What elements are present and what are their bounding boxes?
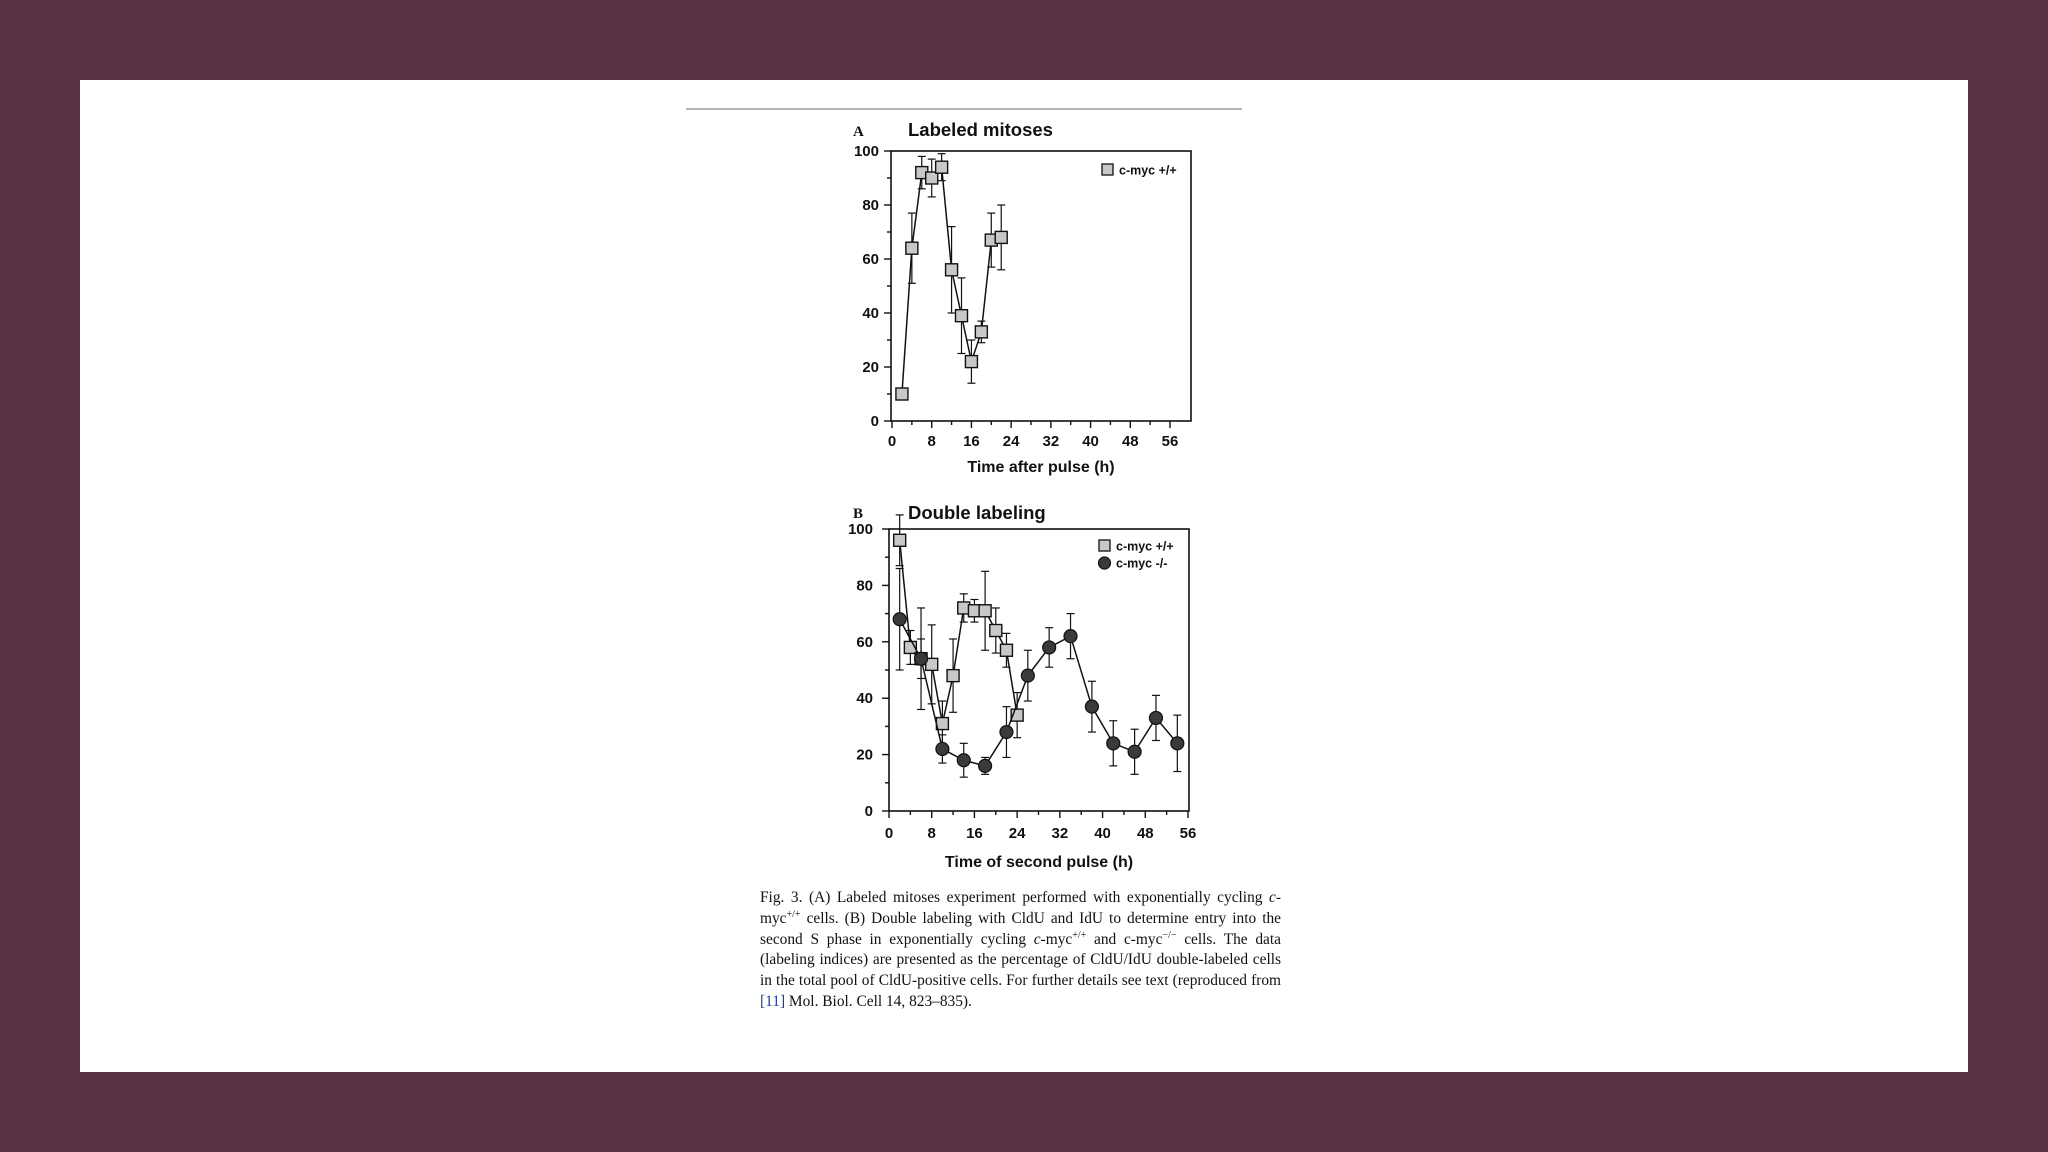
caption-text: -myc — [1040, 930, 1073, 948]
plot-frame — [891, 151, 1191, 421]
data-point — [979, 605, 991, 617]
caption-text: +/+ — [1072, 929, 1087, 941]
data-point — [1085, 700, 1098, 713]
data-point — [1064, 630, 1077, 643]
x-tick-label: 24 — [1002, 433, 1020, 450]
data-point — [906, 242, 918, 254]
data-point — [1000, 644, 1012, 656]
legend-label: c-myc +/+ — [1116, 539, 1174, 554]
panel-title: Labeled mitoses — [908, 119, 1053, 140]
series-cmyc-wt — [896, 154, 1177, 400]
data-point — [1128, 745, 1141, 758]
x-tick-label: 24 — [1008, 825, 1026, 842]
data-point — [936, 742, 949, 755]
x-tick-label: 0 — [887, 433, 897, 450]
data-point — [946, 264, 958, 276]
y-tick-label: 60 — [856, 633, 873, 651]
data-point — [915, 652, 928, 665]
y-tick-label: 20 — [856, 746, 873, 764]
data-point — [1000, 726, 1013, 739]
data-point — [1107, 737, 1120, 750]
legend-marker — [1102, 164, 1113, 175]
data-point — [965, 356, 977, 368]
caption-text: cells. (B) Double labeling with CldU and IdU to determine entry into the second S phase in exponentially cycling — [760, 909, 1285, 948]
panel-a — [853, 119, 1191, 476]
data-point — [936, 718, 948, 730]
y-tick-label: 40 — [862, 305, 879, 322]
x-axis-label: Time of second pulse (h) — [944, 854, 1134, 871]
y-tick-label: 60 — [862, 251, 879, 268]
x-tick-label: 32 — [1042, 433, 1060, 450]
document-page — [80, 80, 1968, 1072]
y-tick-label: 40 — [856, 690, 873, 708]
y-tick-label: 0 — [870, 413, 879, 430]
caption-text: Mol. Biol. Cell 14, 823–835). — [785, 992, 972, 1010]
x-tick-label: 40 — [1082, 433, 1099, 450]
series-cmyc-wt — [894, 515, 1174, 746]
y-tick-label: 20 — [862, 359, 879, 376]
citation-link[interactable]: [11] — [760, 992, 786, 1010]
x-tick-label: 56 — [1179, 825, 1197, 842]
figure-caption — [760, 888, 1285, 1013]
data-point — [947, 670, 959, 682]
data-point — [893, 613, 906, 626]
caption-text: and c-myc — [1086, 930, 1163, 948]
legend-marker — [1099, 540, 1110, 551]
x-tick-label: 0 — [884, 825, 894, 842]
legend-marker — [1099, 557, 1111, 569]
x-tick-label: 8 — [927, 825, 936, 842]
data-point — [1021, 669, 1034, 682]
caption-text: -myc — [760, 889, 1281, 927]
caption-text: cells. The data (labeling indices) are presented as the percentage of CldU/IdU double-labeled cells in the total pool of CldU-positive cells. For further details see text (reproduced from — [760, 930, 1285, 990]
x-tick-label: 56 — [1161, 433, 1179, 450]
caption-text: Fig. 3. (A) Labeled mitoses experiment performed with exponentially cycling — [760, 889, 1270, 906]
y-tick-label: 100 — [847, 521, 873, 538]
y-tick-label: 0 — [864, 803, 873, 820]
data-point — [894, 534, 906, 546]
caption-text: c — [1269, 889, 1276, 906]
panel-letter: A — [853, 124, 864, 140]
x-axis-label: Time after pulse (h) — [967, 459, 1115, 476]
y-tick-label: 100 — [853, 143, 879, 160]
legend-label: c-myc -/- — [1116, 556, 1168, 571]
x-tick-label: 32 — [1051, 825, 1069, 842]
x-tick-label: 16 — [966, 825, 983, 842]
x-tick-label: 8 — [927, 433, 936, 450]
data-point — [1171, 737, 1184, 750]
data-point — [896, 388, 908, 400]
y-tick-label: 80 — [862, 197, 879, 214]
data-point — [979, 759, 992, 772]
panel-letter: B — [853, 506, 864, 522]
panel-b — [848, 502, 1196, 871]
data-point — [990, 625, 1002, 637]
data-point — [936, 161, 948, 173]
data-point — [957, 754, 970, 767]
data-point — [956, 310, 968, 322]
data-point — [995, 231, 1007, 243]
caption-text: c — [1033, 930, 1041, 948]
legend-label: c-myc +/+ — [1119, 163, 1177, 178]
x-tick-label: 48 — [1121, 433, 1139, 450]
data-point — [1043, 641, 1056, 654]
panel-title: Double labeling — [908, 502, 1046, 523]
x-tick-label: 16 — [963, 433, 980, 450]
caption-text: −/− — [1162, 929, 1177, 941]
data-point — [1149, 711, 1162, 724]
data-point — [975, 326, 987, 338]
x-tick-label: 40 — [1094, 825, 1111, 842]
y-tick-label: 80 — [856, 577, 873, 595]
x-tick-label: 48 — [1136, 825, 1154, 842]
caption-text: +/+ — [786, 908, 801, 920]
